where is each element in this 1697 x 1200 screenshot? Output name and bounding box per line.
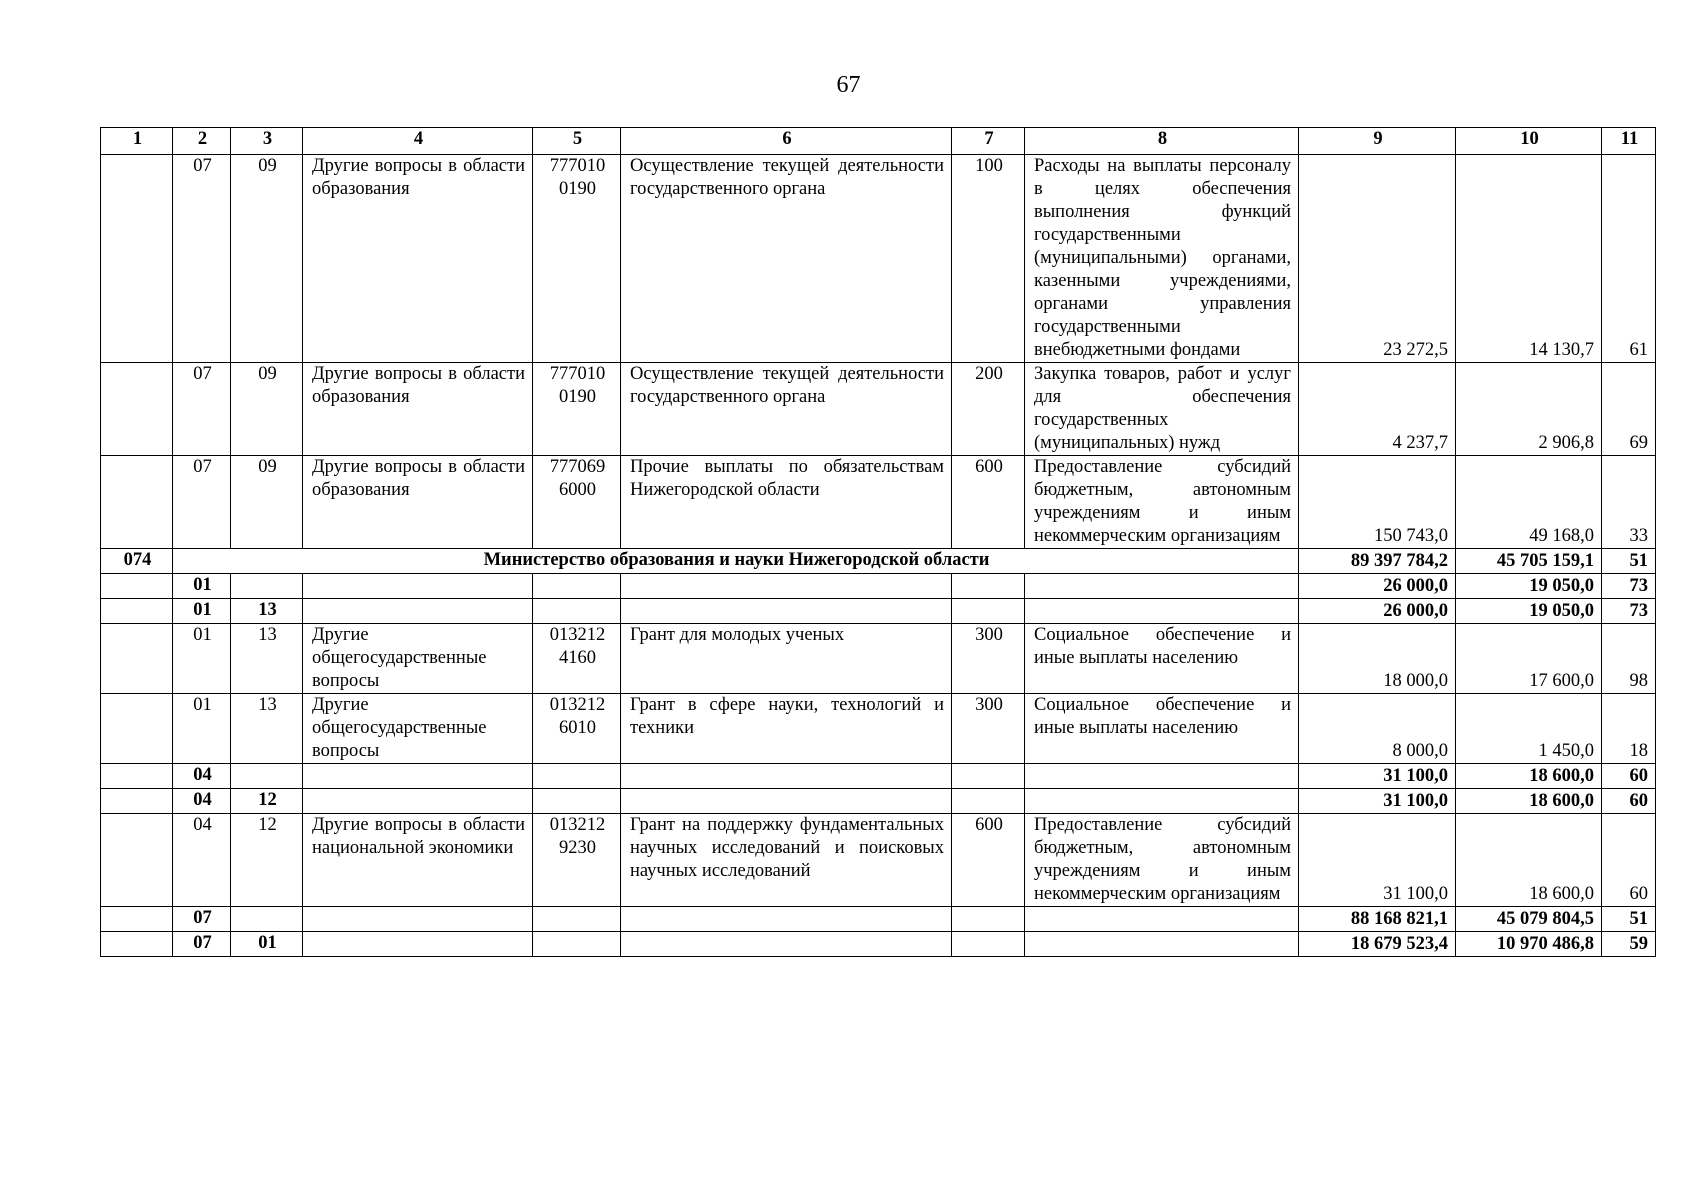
cell-target-name: Осуществление текущей деятельности государственного органа: [621, 155, 952, 363]
header-row: [101, 128, 1656, 155]
cell-section: 07: [173, 363, 231, 456]
table-row: [101, 694, 1656, 764]
cell-expense-type: 100: [952, 155, 1025, 363]
cell-plan: 4 237,7: [1299, 363, 1456, 456]
header-cell: 3: [231, 128, 303, 155]
cell-target-code: 013212 6010: [533, 694, 621, 764]
section-total-row: [101, 907, 1656, 932]
ministry-percent: 51: [1602, 549, 1656, 574]
cell-section: 04: [173, 764, 231, 789]
header-cell: 10: [1456, 128, 1602, 155]
cell-expense-name: Предоставление субсидий бюджетным, автономным учреждениям и иным некоммерческим организациям: [1025, 814, 1299, 907]
budget-table: [100, 127, 1656, 957]
section-total-row: [101, 789, 1656, 814]
section-total-row: [101, 764, 1656, 789]
section-total-row: [101, 599, 1656, 624]
cell-expense-name: Предоставление субсидий бюджетным, автономным учреждениям и иным некоммерческим организациям: [1025, 456, 1299, 549]
ministry-plan: 89 397 784,2: [1299, 549, 1456, 574]
table-row: [101, 363, 1656, 456]
cell-subsection: [231, 907, 303, 932]
cell-section-name: Другие вопросы в области образования: [303, 363, 533, 456]
table-row: [101, 624, 1656, 694]
table-body: [101, 155, 1656, 957]
cell-expense-type: 200: [952, 363, 1025, 456]
cell-section-name: Другие общегосударственные вопросы: [303, 624, 533, 694]
cell-plan: 31 100,0: [1299, 789, 1456, 814]
cell-subsection: 12: [231, 814, 303, 907]
cell-percent: 59: [1602, 932, 1656, 957]
ministry-actual: 45 705 159,1: [1456, 549, 1602, 574]
cell-target-code: 013212 9230: [533, 814, 621, 907]
cell-subsection: [231, 764, 303, 789]
table-row: [101, 155, 1656, 363]
cell-section: 04: [173, 814, 231, 907]
ministry-code: 074: [101, 549, 173, 574]
ministry-name: Министерство образования и науки Нижегородской области: [173, 549, 1299, 574]
cell-expense-name: Социальное обеспечение и иные выплаты населению: [1025, 694, 1299, 764]
header-cell: 4: [303, 128, 533, 155]
cell-section: 01: [173, 694, 231, 764]
cell-actual: 14 130,7: [1456, 155, 1602, 363]
cell-subsection: 13: [231, 694, 303, 764]
cell-actual: 19 050,0: [1456, 574, 1602, 599]
cell-col1: [101, 456, 173, 549]
cell-subsection: 09: [231, 456, 303, 549]
ministry-row: [101, 549, 1656, 574]
cell-section: 07: [173, 456, 231, 549]
cell-actual: 2 906,8: [1456, 363, 1602, 456]
cell-expense-name: Расходы на выплаты персоналу в целях обеспечения выполнения функций государственными (муниципальными) органами, казенными учреждениями, органами управления государственными внебюджетными фондами: [1025, 155, 1299, 363]
cell-section-name: Другие вопросы в области образования: [303, 456, 533, 549]
page-number: 67: [836, 72, 861, 98]
header-cell: 7: [952, 128, 1025, 155]
cell-expense-type: 300: [952, 694, 1025, 764]
cell-actual: 18 600,0: [1456, 764, 1602, 789]
cell-expense-type: 600: [952, 814, 1025, 907]
header-cell: 5: [533, 128, 621, 155]
cell-target-name: Прочие выплаты по обязательствам Нижегородской области: [621, 456, 952, 549]
cell-col1: [101, 155, 173, 363]
cell-actual: 18 600,0: [1456, 814, 1602, 907]
cell-section: 07: [173, 932, 231, 957]
cell-percent: 69: [1602, 363, 1656, 456]
cell-expense-name: Закупка товаров, работ и услуг для обеспечения государственных (муниципальных) нужд: [1025, 363, 1299, 456]
cell-subsection: 09: [231, 363, 303, 456]
header-cell: 9: [1299, 128, 1456, 155]
cell-plan: 23 272,5: [1299, 155, 1456, 363]
header-cell: 2: [173, 128, 231, 155]
cell-actual: 17 600,0: [1456, 624, 1602, 694]
header-cell: 11: [1602, 128, 1656, 155]
cell-percent: 33: [1602, 456, 1656, 549]
cell-actual: 49 168,0: [1456, 456, 1602, 549]
header-cell: 1: [101, 128, 173, 155]
cell-percent: 60: [1602, 764, 1656, 789]
table-row: [101, 814, 1656, 907]
cell-plan: 8 000,0: [1299, 694, 1456, 764]
cell-plan: 31 100,0: [1299, 814, 1456, 907]
cell-actual: 1 450,0: [1456, 694, 1602, 764]
section-total-row: [101, 574, 1656, 599]
cell-subsection: 12: [231, 789, 303, 814]
cell-subsection: [231, 574, 303, 599]
cell-plan: 26 000,0: [1299, 574, 1456, 599]
cell-section-name: Другие вопросы в области национальной экономики: [303, 814, 533, 907]
cell-section: 07: [173, 907, 231, 932]
cell-plan: 18 000,0: [1299, 624, 1456, 694]
cell-percent: 98: [1602, 624, 1656, 694]
section-total-row: [101, 932, 1656, 957]
cell-actual: 45 079 804,5: [1456, 907, 1602, 932]
cell-section: 07: [173, 155, 231, 363]
cell-plan: 18 679 523,4: [1299, 932, 1456, 957]
cell-expense-type: 600: [952, 456, 1025, 549]
header-cell: 8: [1025, 128, 1299, 155]
cell-target-code: 777069 6000: [533, 456, 621, 549]
cell-percent: 60: [1602, 814, 1656, 907]
cell-plan: 31 100,0: [1299, 764, 1456, 789]
cell-target-name: Осуществление текущей деятельности государственного органа: [621, 363, 952, 456]
cell-target-code: 777010 0190: [533, 155, 621, 363]
cell-expense-name: Социальное обеспечение и иные выплаты населению: [1025, 624, 1299, 694]
cell-section: 01: [173, 624, 231, 694]
cell-subsection: 09: [231, 155, 303, 363]
cell-actual: 10 970 486,8: [1456, 932, 1602, 957]
cell-subsection: 13: [231, 624, 303, 694]
cell-plan: 150 743,0: [1299, 456, 1456, 549]
cell-percent: 73: [1602, 574, 1656, 599]
cell-subsection: 13: [231, 599, 303, 624]
table-row: [101, 456, 1656, 549]
cell-expense-type: 300: [952, 624, 1025, 694]
cell-section: 01: [173, 599, 231, 624]
cell-percent: 73: [1602, 599, 1656, 624]
cell-plan: 26 000,0: [1299, 599, 1456, 624]
cell-target-name: Грант на поддержку фундаментальных научных исследований и поисковых научных исследований: [621, 814, 952, 907]
cell-plan: 88 168 821,1: [1299, 907, 1456, 932]
cell-target-code: 013212 4160: [533, 624, 621, 694]
cell-target-code: 777010 0190: [533, 363, 621, 456]
cell-section: 01: [173, 574, 231, 599]
cell-actual: 18 600,0: [1456, 789, 1602, 814]
cell-percent: 18: [1602, 694, 1656, 764]
cell-actual: 19 050,0: [1456, 599, 1602, 624]
cell-target-name: Грант в сфере науки, технологий и техники: [621, 694, 952, 764]
cell-percent: 61: [1602, 155, 1656, 363]
header-cell: 6: [621, 128, 952, 155]
cell-col1: [101, 363, 173, 456]
cell-percent: 60: [1602, 789, 1656, 814]
cell-subsection: 01: [231, 932, 303, 957]
cell-target-name: Грант для молодых ученых: [621, 624, 952, 694]
cell-section-name: Другие общегосударственные вопросы: [303, 694, 533, 764]
cell-section: 04: [173, 789, 231, 814]
cell-section-name: Другие вопросы в области образования: [303, 155, 533, 363]
cell-percent: 51: [1602, 907, 1656, 932]
